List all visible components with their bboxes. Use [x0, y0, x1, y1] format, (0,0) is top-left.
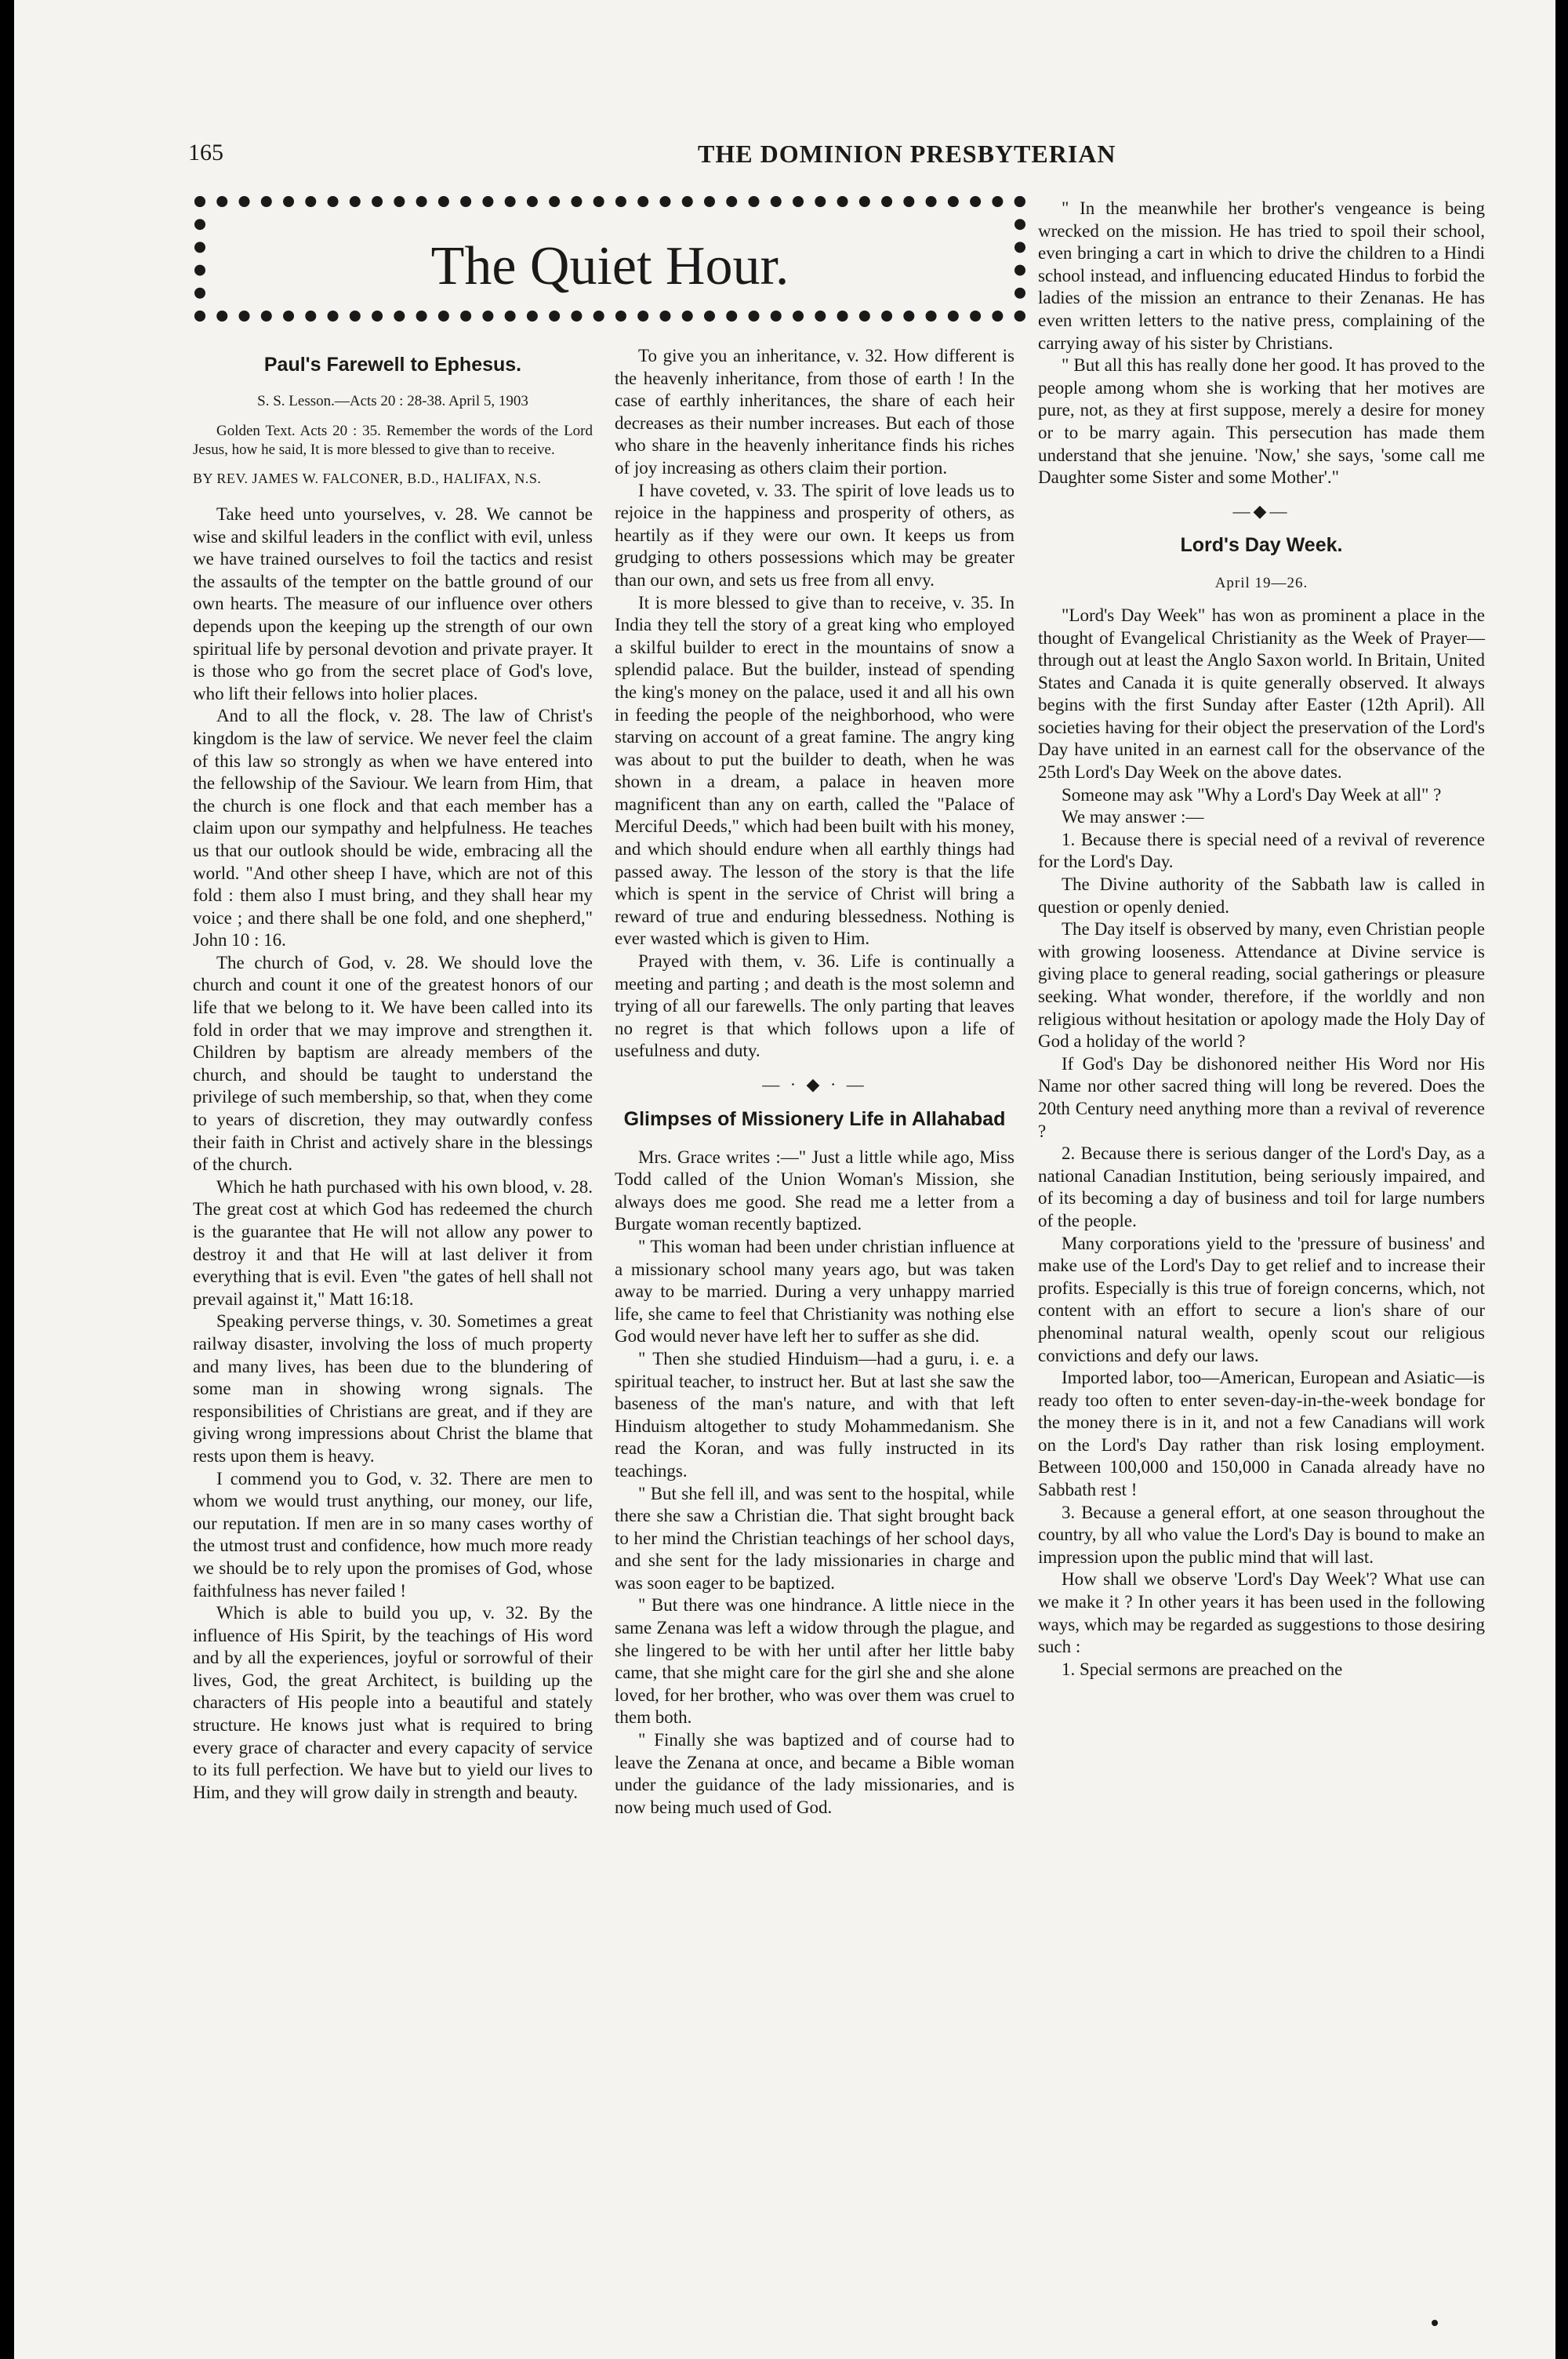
paragraph: Mrs. Grace writes :—" Just a little while ago, Miss Todd called of the Union Woman's Mission, she always does me good. She read me a letter from a Burgate woman recently baptized.	[615, 1147, 1014, 1234]
paragraph: " But there was one hindrance. A little niece in the same Zenana was left a widow through the plague, and she lingered to be with her until after her little baby came, that she might care for the girl she and she alone loved, for her brother, who was over them was cruel to them both.	[615, 1595, 1014, 1728]
paragraph: 3. Because a general effort, at one season throughout the country, by all who value the Lord's Day is bound to make an impression upon the public mind that will last.	[1038, 1502, 1485, 1567]
paragraph: The church of God, v. 28. We should love the church and count it one of the greatest honors of our life that we belong to it. We have been called into its fold in order that we may improve and strengthen it. Children by baptism are already members of the church, and should be taught to understand the privilege of such membership, so that, when they come to years of discretion, they may outwardly confess their faith in Christ and actively share in the blessings of the church.	[193, 952, 593, 1175]
paragraph: " Then she studied Hinduism—had a guru, i. e. a spiritual teacher, to instruct her. But at last she saw the baseness of the man's nature, and with that left Hinduism altogether to study Mohammedanism. She read the Koran, and was fully instructed in its teachings.	[615, 1348, 1014, 1481]
paragraph: If God's Day be dishonored neither His Word nor His Name nor other sacred thing will long be revered. Does the 20th Century need anything more than a revival of reverence ?	[1038, 1053, 1485, 1141]
running-title: THE DOMINION PRESBYTERIAN	[698, 140, 1116, 168]
lesson-reference: S. S. Lesson.—Acts 20 : 28-38. April 5, 1903	[257, 393, 528, 409]
paragraph: " Finally she was baptized and of course had to leave the Zenana at once, and became a Bible woman under the guidance of the lady missionaries, and is now being much used of God.	[615, 1730, 1014, 1817]
paragraph: " But all this has really done her good. It has proved to the people among whom she is working that her motives are pure, not, as they at first suppose, merely a desire for money or to be marry again. This persecution has made them understand that she jenuine. 'Now,' she says, 'some call me Daughter some Sister and some Mother'."	[1038, 355, 1485, 488]
paragraph: Which he hath purchased with his own blood, v. 28. The great cost at which God has redeemed the church is the guarantee that He will not allow any power to destroy it and that He will at last deliver it from everything that is evil. Even "the gates of hell shall not prevail against it," Matt 16:18.	[193, 1176, 593, 1309]
paragraph: Take heed unto yourselves, v. 28. We cannot be wise and skilful leaders in the conflict with evil, unless we have trained ourselves to foil the tactics and resist the assaults of the tempter on the battle ground of our own hearts. The measure of our influence over others depends upon the keeping up the strength of our own spiritual life by personal devotion and private prayer. It is those who go from the secret place of God's love, who lift their fellows into holier places.	[193, 504, 593, 703]
section-title: The Quiet Hour.	[430, 236, 789, 296]
paragraph: Prayed with them, v. 36. Life is continually a meeting and parting ; and death is the most solemn and trying of all our farewells. The only parting that leaves no regret is that which follows upon a life of usefulness and duty.	[615, 951, 1014, 1061]
paragraph: Which is able to build you up, v. 32. By the influence of His Spirit, by the teachings of His word and by all the experiences, joyful or sorrowful of their lives, God, the great Architect, is building up the characters of His people into a beautiful and stately structure. He knows just what is required to bring every grace of character and every capacity of service to its full perfection. We have but to yield our lives to Him, and they will grow daily in strength and beauty.	[193, 1603, 593, 1802]
dateline: April 19—26.	[1214, 575, 1308, 592]
paragraph: Imported labor, too—American, European and Asiatic—is ready too often to enter seven-day-in-the-week bondage for the money there is in it, and not a few Canadians will work on the Lord's Day rather than risk losing employment. Between 100,000 and 150,000 in Canada already have no Sabbath rest !	[1038, 1368, 1485, 1500]
paragraph: And to all the flock, v. 28. The law of Christ's kingdom is the law of service. We never feel the claim of this law so strongly as when we have entered into the fellowship of the Saviour. We learn from Him, that the church is one flock and that each member has a claim upon our sympathy and helpfulness. He teaches us that our outlook should be wide, embracing all the world. "And other sheep I have, which are not of this fold : them also I must bring, and they shall hear my voice ; and there shall be one fold, and one shepherd," John 10 : 16.	[193, 706, 593, 951]
separator-ornament: — · ◆ · —	[762, 1074, 867, 1094]
paragraph: We may answer :—	[1062, 807, 1204, 827]
paragraph: The Day itself is observed by many, even Christian people with growing looseness. Attendance at Divine service is giving place to general reading, social gatherings or pleasure seeking. What wonder, therefore, if the worldly and non religious without hesitation or apology made the Holy Day of God a holiday of the world ?	[1038, 919, 1485, 1052]
byline: BY REV. JAMES W. FALCONER, B.D., HALIFAX, N.S.	[193, 471, 542, 486]
section-banner	[194, 196, 1025, 322]
paragraph: 1. Because there is special need of a revival of reverence for the Lord's Day.	[1038, 829, 1485, 872]
paragraph: I commend you to God, v. 32. There are men to whom we would trust anything, our money, our life, our reputation. If men are in so many cases worthy of the utmost trust and confidence, how much more ready we should be to rely upon the promises of God, whose faithfulness has never failed !	[193, 1468, 593, 1601]
article-title-missionary-life: Glimpses of Missionery Life in Allahabad	[623, 1107, 1006, 1130]
paragraph: "Lord's Day Week" has won as prominent a place in the thought of Evangelical Christianity as the Week of Prayer—through out at least the Anglo Saxon world. In Britain, United States and Canada it is quite generally observed. It always begins with the first Sunday after Easter (12th April). All societies having for their object the preservation of the Lord's Day have united in an earnest call for the observance of the 25th Lord's Day Week on the above dates.	[1038, 605, 1485, 783]
paragraph: Speaking perverse things, v. 30. Sometimes a great railway disaster, involving the loss of much property and many lives, has been due to the blundering of some man in showing wrong signals. The responsibilities of Christians are great, and if they are giving wrong impressions about Christ the blame that rests upon them is heavy.	[193, 1311, 593, 1466]
newspaper-page	[14, 0, 1555, 2359]
paragraph: 1. Special sermons are preached on the	[1062, 1659, 1343, 1679]
golden-text: Golden Text. Acts 20 : 35. Remember the words of the Lord Jesus, how he said, It is more blessed to give than to receive.	[193, 423, 593, 458]
page-number: 165	[188, 140, 223, 165]
article-title-pauls-farewell: Paul's Farewell to Ephesus.	[263, 354, 522, 376]
paragraph: To give you an inheritance, v. 32. How different is the heavenly inheritance, from those of earth ! In the case of earthly inheritances, the share of each heir decreases as their number increases. But each of those who share in the heavenly inheritance finds his riches of joy increasing as others claim their portion.	[615, 346, 1014, 478]
column-1	[193, 345, 593, 1804]
paragraph: How shall we observe 'Lord's Day Week'? What use can we make it ? In other years it has been used in the following ways, which may be regarded as suggestions to those desiring such :	[1038, 1569, 1485, 1657]
paragraph: " But she fell ill, and was sent to the hospital, while there she saw a Christian die. That sight brought back to her mind the Christian teachings of her school days, and she sent for the lady missionaries in charge and was soon eager to be baptized.	[615, 1483, 1014, 1593]
ink-blot	[1432, 2320, 1438, 2326]
paragraph: The Divine authority of the Sabbath law is called in question or openly denied.	[1038, 874, 1485, 917]
paragraph: I have coveted, v. 33. The spirit of love leads us to rejoice in the happiness and prosperity of others, as heartily as if they were our own. It keeps us from grudging to others possessions which may be greater than our own, and sets us free from all envy.	[615, 480, 1014, 590]
paragraph: It is more blessed to give than to receive, v. 35. In India they tell the story of a great king who employed a skilful builder to erect in the mountains of snow a splendid palace. But the builder, instead of spending the king's money on the palace, used it and all his own in feeding the people of the neighborhood, who were starving on account of a great famine. The angry king was about to put the builder to death, when he was shown in a dream, a palace in heaven more magnificent than any on earth, called the "Palace of Merciful Deeds," which had been built with his money, and which should endure when all earthly things had passed away. The lesson of the story is that the life which is spent in the service of Christ will bring a reward of true and enduring blessedness. Nothing is ever wasted which is given to Him.	[615, 592, 1014, 949]
paragraph: 2. Because there is serious danger of the Lord's Day, as a national Canadian Institution, being seriously impaired, and of its becoming a day of business and toil for large numbers of the people.	[1038, 1143, 1485, 1230]
paragraph: " In the meanwhile her brother's vengeance is being wrecked on the mission. He has tried to spoil their school, even bringing a cart in which to drive the children to a Hindi school instead, and influencing educated Hindus to forbid the ladies of the mission an entrance to their Zenanas. He has even written letters to the native press, complaining of the carrying away of his sister by Christians.	[1038, 198, 1485, 353]
separator-ornament: —◆—	[1232, 500, 1290, 521]
column-3	[1038, 198, 1485, 1681]
article-title-lords-day-week: Lord's Day Week.	[1180, 534, 1343, 557]
paragraph: Someone may ask "Why a Lord's Day Week at all" ?	[1062, 784, 1442, 805]
paragraph: Many corporations yield to the 'pressure of business' and make use of the Lord's Day to get relief and to increase their profits. Especially is this true of foreign concerns, which, not content with an effort to secure a lion's share of our phenominal natural wealth, openly scout our religious convictions and defy our laws.	[1038, 1233, 1485, 1365]
column-2	[615, 345, 1014, 1819]
paragraph: " This woman had been under christian influence at a missionary school many years ago, but was taken away to be married. During a very unhappy married life, she came to feel that Christianity was nothing else God would never have left her to suffer as she did.	[615, 1236, 1014, 1347]
